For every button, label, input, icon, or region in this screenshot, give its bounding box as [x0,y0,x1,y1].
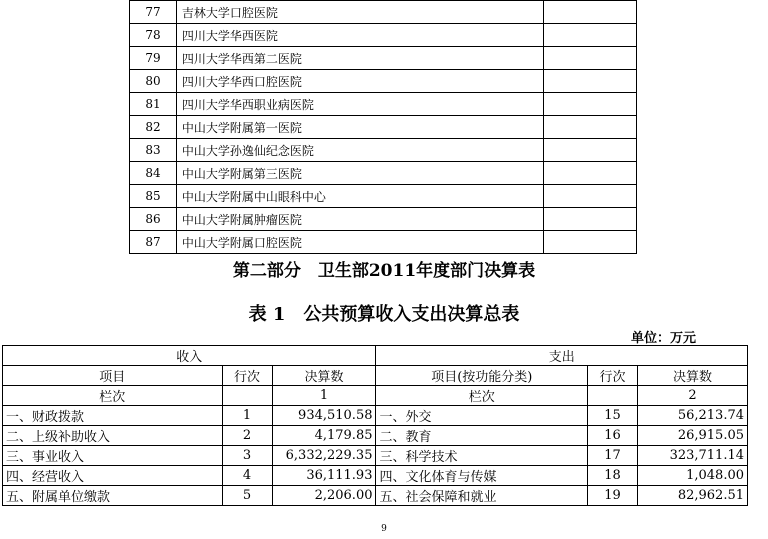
lanci-2: 2 [638,386,748,406]
income-item: 一、财政拨款 [3,406,223,426]
list-item-name: 四川大学华西医院 [176,24,543,47]
list-item-blank [544,116,637,139]
list-item-number: 77 [130,1,177,24]
list-item-number: 81 [130,93,177,116]
col-line: 行次 [222,366,272,386]
income-amount: 4,179.85 [272,426,376,446]
income-amount: 36,111.93 [272,466,376,486]
expense-amount: 82,962.51 [638,486,748,506]
list-item [130,162,637,185]
expense-item: 三、科学技术 [376,446,588,466]
part-title: 第二部分 卫生部2011年度部门决算表 [232,261,536,281]
expense-amount: 323,711.14 [638,446,748,466]
income-line: 1 [222,406,272,426]
list-item [130,231,637,254]
list-item-name: 中山大学附属中山眼科中心 [176,185,543,208]
list-item [130,1,637,24]
list-item-number: 86 [130,208,177,231]
income-item: 二、上级补助收入 [3,426,223,446]
col-amount2: 决算数 [638,366,748,386]
list-item [130,139,637,162]
hospital-list-table [129,0,637,254]
list-item-blank [544,1,637,24]
list-item [130,185,637,208]
expense-amount: 1,048.00 [638,466,748,486]
expense-line: 17 [588,446,638,466]
table-row [3,406,748,426]
list-item-blank [544,208,637,231]
expense-header: 支出 [376,346,748,366]
list-item-blank [544,185,637,208]
list-item-name: 中山大学附属第一医院 [176,116,543,139]
list-item-number: 87 [130,231,177,254]
lanci-label-2: 栏次 [376,386,588,406]
col-item: 项目 [3,366,223,386]
income-amount: 934,510.58 [272,406,376,426]
list-item-number: 85 [130,185,177,208]
expense-line: 15 [588,406,638,426]
header-row-columns [3,366,748,386]
list-item-name: 中山大学附属口腔医院 [176,231,543,254]
lanci-row [3,386,748,406]
list-item [130,208,637,231]
income-header: 收入 [3,346,376,366]
budget-summary-table [2,345,748,506]
income-line: 2 [222,426,272,446]
list-item-name: 吉林大学口腔医院 [176,1,543,24]
income-item: 四、经营收入 [3,466,223,486]
list-item-number: 80 [130,70,177,93]
expense-line: 16 [588,426,638,446]
list-item-blank [544,162,637,185]
expense-item: 二、教育 [376,426,588,446]
header-row-sections [3,346,748,366]
list-item-name: 中山大学附属肿瘤医院 [176,208,543,231]
col-amount: 决算数 [272,366,376,386]
lanci-blank-2 [588,386,638,406]
list-item-name: 中山大学附属第三医院 [176,162,543,185]
lanci-blank [222,386,272,406]
expense-item: 一、外交 [376,406,588,426]
lanci-label: 栏次 [3,386,223,406]
list-item-name: 中山大学孙逸仙纪念医院 [176,139,543,162]
list-item-name: 四川大学华西职业病医院 [176,93,543,116]
expense-line: 19 [588,486,638,506]
unit-label: 单位：万元 [630,331,696,346]
income-amount: 2,206.00 [272,486,376,506]
table-title: 表 1 公共预算收入支出决算总表 [248,304,520,325]
income-line: 5 [222,486,272,506]
expense-amount: 26,915.05 [638,426,748,446]
list-item-number: 82 [130,116,177,139]
expense-item: 四、文化体育与传媒 [376,466,588,486]
table-row [3,426,748,446]
list-item-name: 四川大学华西第二医院 [176,47,543,70]
list-item-blank [544,47,637,70]
expense-line: 18 [588,466,638,486]
income-line: 3 [222,446,272,466]
income-amount: 6,332,229.35 [272,446,376,466]
list-item [130,70,637,93]
income-item: 五、附属单位缴款 [3,486,223,506]
list-item-blank [544,70,637,93]
table-row [3,446,748,466]
income-item: 三、事业收入 [3,446,223,466]
expense-amount: 56,213.74 [638,406,748,426]
list-item-number: 84 [130,162,177,185]
list-item-number: 83 [130,139,177,162]
list-item [130,47,637,70]
table-row [3,486,748,506]
list-item-blank [544,231,637,254]
list-item-number: 79 [130,47,177,70]
list-item-blank [544,93,637,116]
list-item-blank [544,24,637,47]
lanci-1: 1 [272,386,376,406]
list-item-name: 四川大学华西口腔医院 [176,70,543,93]
col-line2: 行次 [588,366,638,386]
list-item [130,116,637,139]
list-item-number: 78 [130,24,177,47]
expense-item: 五、社会保障和就业 [376,486,588,506]
income-line: 4 [222,466,272,486]
table-row [3,466,748,486]
page-number: 9 [381,524,387,534]
col-item-func: 项目(按功能分类) [376,366,588,386]
list-item-blank [544,139,637,162]
list-item [130,93,637,116]
list-item [130,24,637,47]
